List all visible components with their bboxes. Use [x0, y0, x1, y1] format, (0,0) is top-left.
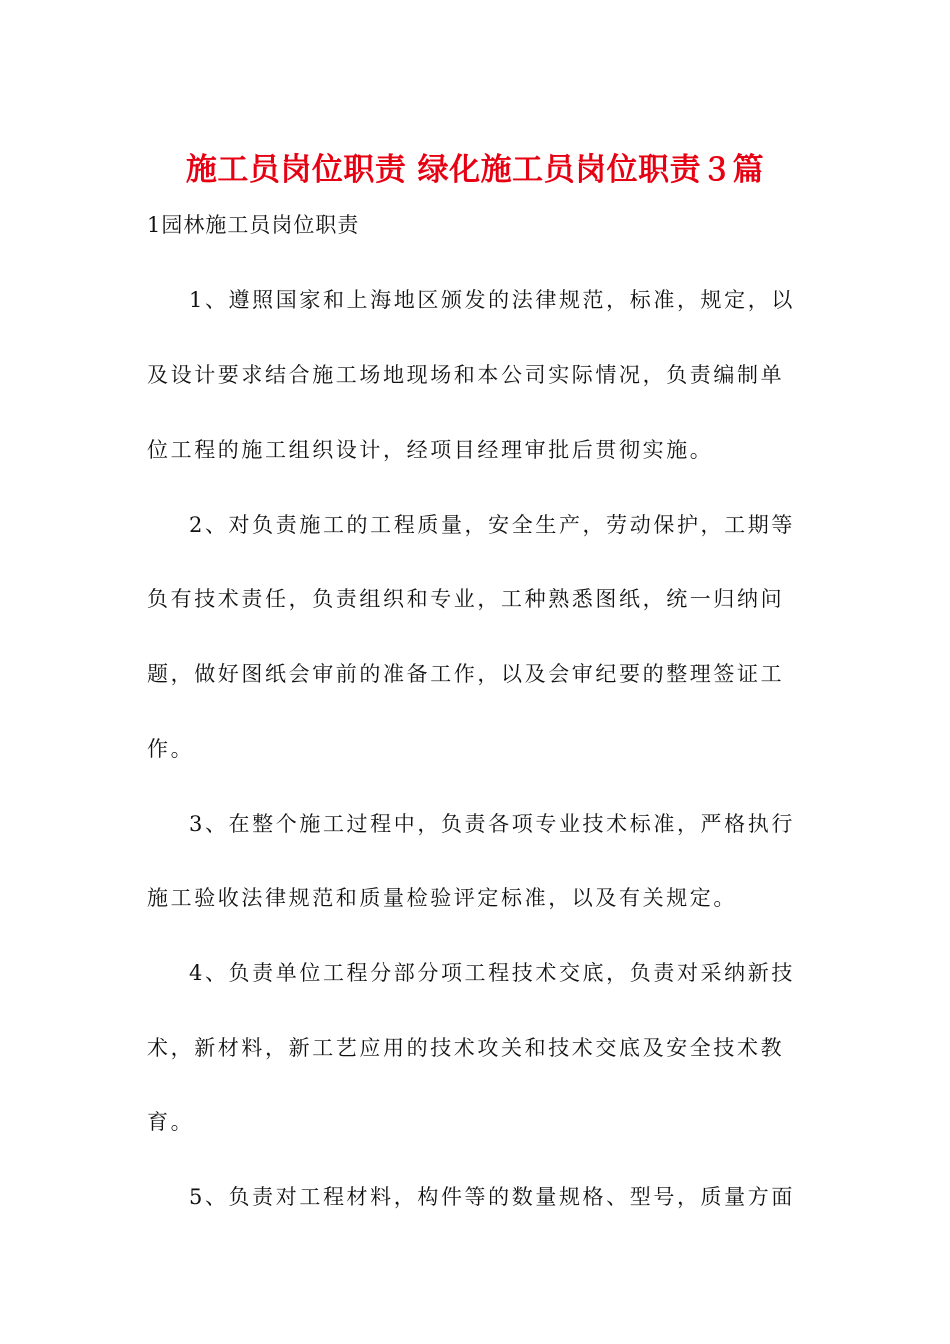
paragraph-4-line-2: 术，新材料，新工艺应用的技术攻关和技术交底及安全技术教 — [147, 1036, 785, 1060]
paragraph-2-line-4: 作。 — [147, 737, 195, 761]
paragraph-2-line-3: 题，做好图纸会审前的准备工作，以及会审纪要的整理签证工 — [147, 662, 785, 686]
paragraph-1-line-2: 及设计要求结合施工场地现场和本公司实际情况，负责编制单 — [147, 363, 785, 387]
paragraph-4-line-3: 育。 — [147, 1110, 195, 1134]
paragraph-1-line-3: 位工程的施工组织设计，经项目经理审批后贯彻实施。 — [147, 438, 714, 462]
document-title: 施工员岗位职责 绿化施工员岗位职责３篇 — [185, 152, 765, 188]
paragraph-2-line-2: 负有技术责任，负责组织和专业，工种熟悉图纸，统一归纳问 — [147, 587, 785, 611]
paragraph-1-line-1: 1、遵照国家和上海地区颁发的法律规范，标准，规定，以 — [189, 288, 795, 312]
paragraph-2-line-1: 2、对负责施工的工程质量，安全生产，劳动保护，工期等 — [189, 513, 795, 537]
section-heading: 1园林施工员岗位职责 — [147, 213, 360, 237]
paragraph-5-line-1: 5、负责对工程材料，构件等的数量规格、型号，质量方面 — [189, 1185, 795, 1209]
paragraph-4-line-1: 4、负责单位工程分部分项工程技术交底，负责对采纳新技 — [189, 961, 795, 985]
paragraph-3-line-1: 3、在整个施工过程中，负责各项专业技术标准，严格执行 — [189, 812, 795, 836]
paragraph-3-line-2: 施工验收法律规范和质量检验评定标准，以及有关规定。 — [147, 886, 737, 910]
